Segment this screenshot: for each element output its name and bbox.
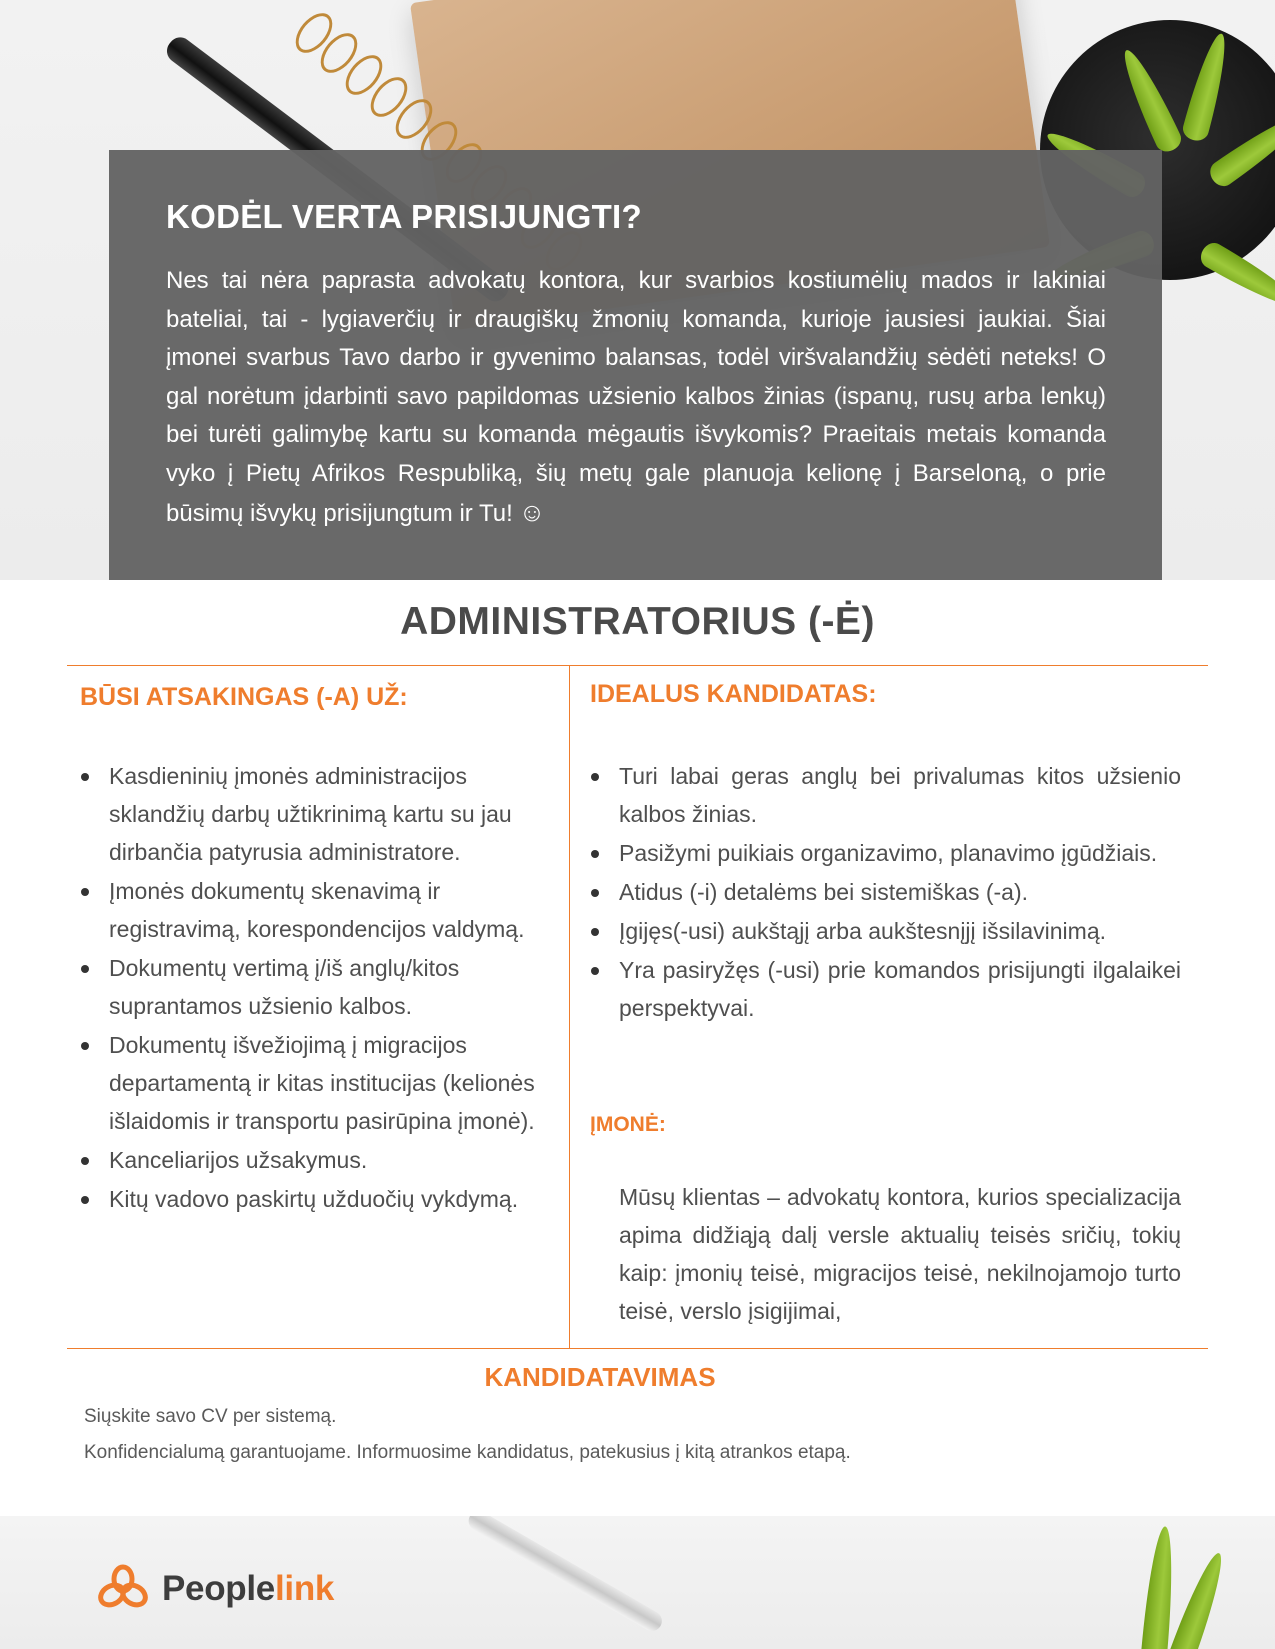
hero-photo (0, 0, 1275, 580)
list-item: Įmonės dokumentų skenavimą ir registravimą, korespondencijos valdymą. (80, 872, 550, 948)
divider-top (67, 665, 1208, 666)
intro-box (109, 150, 1162, 580)
responsibilities-list (80, 757, 550, 1219)
list-item: Įgijęs(-usi) aukštąjį arba aukštesnįjį išsilavinimą. (590, 912, 1181, 950)
candidate-heading: IDEALUS KANDIDATAS: (590, 680, 877, 708)
company-text: Mūsų klientas – advokatų kontora, kurios specializacija apima didžiąją dalį versle aktualių teisės sričių, tokių kaip: įmonių teisė, migracijos teisė, nekilnojamojo turto teisė, verslo įsigijimai, (619, 1184, 1181, 1324)
peoplelink-logo-icon (96, 1562, 150, 1616)
footer (0, 1516, 1275, 1649)
list-item: Yra pasiryžęs (-usi) prie komandos prisijungti ilgalaikei perspektyvai. (590, 951, 1181, 1027)
list-item: Dokumentų išvežiojimą į migracijos departamentą ir kitas institucijas (kelionės išlaidomis ir transportu pasirūpina įmonė). (80, 1026, 550, 1140)
peoplelink-logo[interactable] (96, 1562, 334, 1616)
application-line-2: Konfidencialumą garantuojame. Informuosime kandidatus, patekusius į kitą atrankos etapą. (84, 1442, 851, 1463)
application-line-1: Siųskite savo CV per sistemą. (84, 1406, 337, 1427)
list-item: Kitų vadovo paskirtų užduočių vykdymą. (80, 1180, 550, 1218)
list-item: Dokumentų vertimą į/iš anglų/kitos suprantamos užsienio kalbos. (80, 949, 550, 1025)
intro-text (166, 262, 1106, 534)
list-item: Kanceliarijos užsakymus. (80, 1141, 550, 1179)
application-heading: KANDIDATAVIMAS (484, 1362, 716, 1392)
job-title: ADMINISTRATORIUS (-Ė) (400, 600, 875, 643)
company-heading: ĮMONĖ: (590, 1113, 666, 1136)
intro-paragraph: Nes tai nėra paprasta advokatų kontora, kur svarbios kostiumėlių mados ir lakiniai bateliai, tai - lygiaverčių ir draugiškų žmonių komanda, kurioje jausiesi jaukiai. Šiai įmonei svarbus Tavo darbo ir gyvenimo balansas, todėl viršvalandžių sėdėti neteks! O gal norėtum įdarbinti savo papildomas užsienio kalbos žinias (ispanų, rusų arba lenkų) bei turėti galimybę kartu su komanda mėgautis išvykomis? Praeitais metais komanda vyko į Pietų Afrikos Respubliką, šių metų gale planuoja kelionę į Barseloną, o prie būsimų išvykų prisijungtum ir Tu! (166, 267, 1106, 527)
divider-bottom (67, 1348, 1208, 1349)
intro-heading: KODĖL VERTA PRISIJUNGTI? (166, 198, 642, 235)
responsibilities-heading: BŪSI ATSAKINGAS (-A) UŽ: (80, 683, 408, 711)
smiley-icon: ☺ (518, 497, 546, 527)
logo-text: Peoplelink (162, 1569, 335, 1608)
list-item: Atidus (-i) detalėms bei sistemiškas (-a). (590, 873, 1181, 911)
list-item: Kasdieninių įmonės administracijos sklandžių darbų užtikrinimą kartu su jau dirbančia patyrusia administratore. (80, 757, 550, 871)
divider-vertical (569, 666, 570, 1348)
list-item: Pasižymi puikiais organizavimo, planavimo įgūdžiais. (590, 834, 1181, 872)
list-item: Turi labai geras anglų bei privalumas kitos užsienio kalbos žinias. (590, 757, 1181, 833)
footer-pen-image (465, 1516, 666, 1635)
candidate-list (590, 757, 1181, 1028)
